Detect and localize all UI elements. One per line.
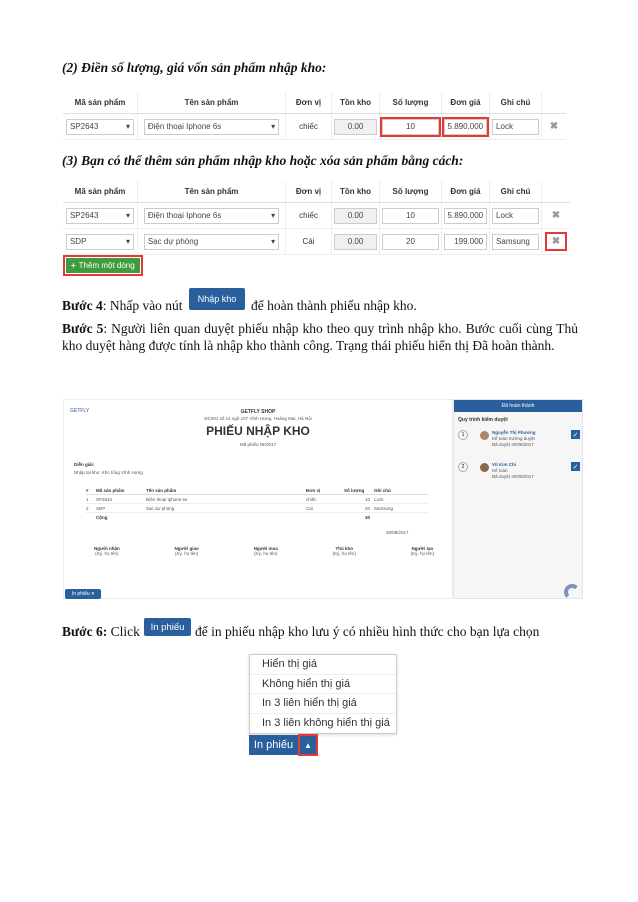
quantity-input[interactable]: 10	[382, 208, 438, 224]
col-unit-header: Đơn vị	[286, 92, 332, 113]
product-grid-2	[63, 181, 570, 253]
product-name-select[interactable]: Điện thoại Iphone 6s ▾	[144, 119, 279, 135]
chevron-down-icon: ▾	[126, 237, 131, 246]
chevron-down-icon: ▾	[91, 591, 95, 597]
receipt-table-header: # Mã sản phẩm Tên sản phẩm Đơn vị Số lượng Ghi chú	[86, 486, 428, 495]
col-price-header: Đơn giá	[442, 92, 490, 113]
remove-row-icon[interactable]: ✖	[549, 121, 559, 132]
chevron-down-icon: ▾	[126, 211, 131, 220]
add-row-button[interactable]: + Thêm một dòng	[66, 258, 140, 273]
receipt-number: Mã phiếu NK0017	[239, 442, 277, 447]
signer-deliverer: Người giao (Ký, họ tên)	[174, 546, 199, 556]
chevron-down-icon: ▾	[271, 237, 276, 246]
col-note-header: Ghi chú	[490, 92, 542, 113]
chevron-up-icon: ▲	[304, 740, 312, 750]
product-code-select[interactable]: SP2643 ▾	[66, 119, 134, 135]
col-qty-header: Số lượng	[380, 181, 442, 202]
table-row: 2 SDP Sạc dự phòng Cái 20 Samsung	[86, 504, 428, 513]
grid-header	[63, 92, 566, 114]
approver-date: Đã duyệt 30/08/2017	[492, 442, 534, 447]
checkbox-checked-icon[interactable]: ✓	[572, 431, 579, 439]
note-input[interactable]: Lock	[492, 119, 539, 135]
unit-cell: chiếc	[286, 114, 332, 139]
remove-row-icon[interactable]: ✖	[547, 234, 565, 249]
approver-role: Kế toán	[492, 468, 508, 473]
total-row: Cộng 30	[96, 515, 370, 520]
avatar	[480, 463, 489, 472]
receipt-date: 30/08/2017	[386, 530, 409, 535]
warehouse-label: Nhập tại kho: Kho tổng Vĩnh Hưng	[74, 470, 143, 475]
shop-address: ĐC001 số 14 ngõ 107 Vĩnh Hưng, Hoàng Mai, Hà Nội	[204, 416, 312, 421]
signatures	[94, 546, 434, 556]
product-code-select[interactable]: SP2643 ▾	[66, 208, 134, 224]
checkbox-checked-icon[interactable]: ✓	[572, 463, 579, 471]
step2-heading: (2) Điền số lượng, giá vốn sản phẩm nhập kho:	[62, 60, 327, 75]
product-code-select[interactable]: SDP ▾	[66, 234, 134, 250]
process-label: Quy trình kiểm duyệt	[458, 417, 508, 423]
approver-item	[458, 462, 580, 490]
approver-role: Kế toán trưởng duyệt	[492, 436, 535, 441]
signer-buyer: Người mua (Ký, họ tên)	[253, 546, 278, 556]
col-stock-header: Tồn kho	[332, 181, 380, 202]
status-panel	[453, 399, 583, 599]
plus-icon: +	[71, 261, 76, 270]
approver-item	[458, 430, 580, 458]
signer-creator: Người tạo (Ký, họ tên)	[410, 546, 434, 556]
approver-date: Đã duyệt 30/08/2017	[492, 474, 534, 479]
quantity-input[interactable]: 20	[382, 234, 438, 250]
note-input[interactable]: Samsung	[492, 234, 539, 250]
col-code-header: Mã sản phẩm	[63, 92, 138, 113]
menu-item-show-price[interactable]: Hiển thị giá	[250, 655, 396, 675]
col-code-header: Mã sản phẩm	[63, 181, 138, 202]
col-name-header: Tên sản phẩm	[138, 181, 286, 202]
print-button-small[interactable]: In phiếu ▾	[65, 589, 101, 599]
step-number: 1	[458, 430, 468, 440]
stock-field: 0.00	[334, 119, 377, 135]
avatar	[480, 431, 489, 440]
step3-heading: (3) Bạn có thể thêm sản phẩm nhập kho hoặc xóa sản phẩm bằng cách:	[62, 153, 464, 168]
price-input[interactable]: 199.000	[444, 234, 487, 250]
col-name-header: Tên sản phẩm	[138, 92, 286, 113]
receipt-title: PHIẾU NHẬP KHO	[206, 424, 310, 438]
product-grid-1	[63, 92, 566, 142]
signer-storekeeper: Thủ kho (Ký, họ tên)	[332, 546, 356, 556]
menu-item-3-copies-show-price[interactable]: In 3 liên hiển thị giá	[250, 694, 396, 714]
getfly-logo: GETFLY	[70, 408, 90, 414]
chevron-down-icon: ▾	[271, 122, 276, 131]
col-price-header: Đơn giá	[442, 181, 490, 202]
product-name-select[interactable]: Sạc dự phòng ▾	[144, 234, 279, 250]
step6-label: Bước 6: Click	[62, 624, 140, 639]
dropdown-toggle-button[interactable]	[299, 735, 317, 755]
col-note-header: Ghi chú	[490, 181, 542, 202]
product-name-select[interactable]: Điện thoại Iphone 6s ▾	[144, 208, 279, 224]
approver-name: Vũ Kim Chi	[492, 462, 517, 467]
table-row: 1 SP2643 Điện thoại Iphone 6s chiếc 10 Lock	[86, 495, 428, 504]
import-stock-button[interactable]: Nhập kho	[189, 288, 245, 310]
explain-label: Diễn giải:	[74, 462, 95, 467]
chevron-down-icon: ▾	[126, 122, 131, 131]
price-input[interactable]: 5.890.000	[444, 119, 487, 135]
col-qty-header: Số lượng	[380, 92, 442, 113]
print-button-inline[interactable]: In phiếu	[144, 618, 191, 636]
scroll-handle-icon[interactable]	[564, 584, 580, 600]
approver-name: Nguyễn Thị Phương	[492, 430, 536, 435]
table-row	[63, 203, 570, 229]
stock-field: 0.00	[334, 234, 377, 250]
quantity-input[interactable]: 10	[382, 119, 438, 135]
chevron-down-icon: ▾	[271, 211, 276, 220]
col-unit-header: Đơn vị	[286, 181, 332, 202]
stock-field: 0.00	[334, 208, 377, 224]
col-stock-header: Tồn kho	[332, 92, 380, 113]
print-options-menu	[249, 654, 397, 734]
step6-text-after: để in phiếu nhập kho lưu ý có nhiều hình thức cho bạn lựa chọn	[195, 624, 540, 639]
status-badge: Đã hoàn thành	[454, 400, 582, 412]
note-input[interactable]: Lock	[492, 208, 539, 224]
remove-row-icon[interactable]: ✖	[551, 210, 561, 221]
print-menu-button[interactable]: In phiếu	[249, 735, 298, 755]
menu-item-hide-price[interactable]: Không hiển thị giá	[250, 675, 396, 695]
table-row	[63, 114, 566, 140]
step5-paragraph: Bước 5: Người liên quan duyệt phiếu nhập kho theo quy trình nhập kho. Bước cuối cùng Thủ kho duyệt hàng được tính là nhập kho thành công. Trạng thái phiếu hiển thị Đã hoàn thành.	[62, 321, 578, 353]
unit-cell: Cái	[286, 229, 332, 254]
signer-receiver: Người nhận (Ký, họ tên)	[94, 546, 120, 556]
step4-paragraph: Bước 4: Nhấp vào nút	[62, 298, 183, 313]
unit-cell: chiếc	[286, 203, 332, 228]
price-input[interactable]: 5.890.000	[444, 208, 487, 224]
table-row	[63, 229, 570, 255]
step4-text-after: để hoàn thành phiếu nhập kho.	[251, 298, 417, 313]
shop-name: GETFLY SHOP	[240, 409, 276, 415]
step-number: 2	[458, 462, 468, 472]
menu-item-3-copies-hide-price[interactable]: In 3 liên không hiển thị giá	[262, 717, 390, 730]
receipt-table	[86, 486, 428, 522]
receipt-preview	[63, 399, 453, 599]
grid-header	[63, 181, 570, 203]
